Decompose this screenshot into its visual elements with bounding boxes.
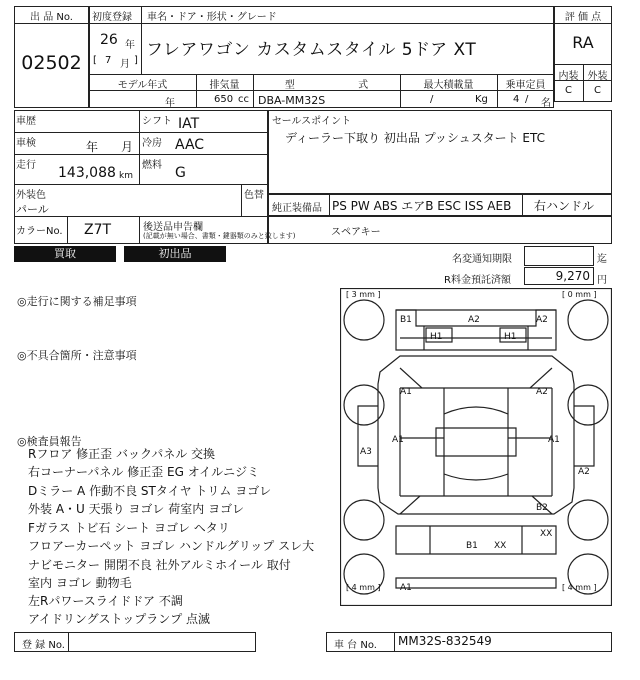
recycle-unit: 円 xyxy=(597,275,607,286)
corner-tr: [ 0 mm ] xyxy=(562,290,597,299)
mark-xx-right: XX xyxy=(540,529,553,539)
capacity-value: 4 xyxy=(513,94,520,105)
lot-number: 02502 xyxy=(21,52,82,74)
mileage-unit: km xyxy=(119,171,133,181)
mileage-value: 143,088 xyxy=(58,165,116,181)
displacement-label: 排気量 xyxy=(209,80,240,91)
interior-label: 内装 xyxy=(558,71,579,82)
report-line: 左Rパワースライドドア 不調 xyxy=(28,594,183,608)
mark-h1-left: H1 xyxy=(430,332,443,342)
mark-a2-top-right: A2 xyxy=(536,315,548,325)
mark-h1-right: H1 xyxy=(504,332,517,342)
mark-a1-right: A1 xyxy=(548,435,560,445)
aftermarket-label: 後送品申告欄 xyxy=(143,222,203,233)
report-line: Rフロア 修正歪 バックパネル 交換 xyxy=(28,447,216,461)
model-year-label: モデル年式 xyxy=(117,80,168,91)
mark-a1-fl: A1 xyxy=(400,387,412,397)
shift-value: IAT xyxy=(178,116,200,132)
capacity-sep: / xyxy=(525,94,529,105)
title-change-label: 名変通知期限 xyxy=(452,254,512,265)
recycle-value: 9,270 xyxy=(555,269,590,283)
mark-a3: A3 xyxy=(360,447,372,457)
tag-buyout: 買取 xyxy=(14,246,116,262)
max-load-label: 最大積載量 xyxy=(423,80,474,91)
rating-label: 評 価 点 xyxy=(564,12,602,23)
tag-first-listing: 初出品 xyxy=(124,246,226,262)
fuel-value: G xyxy=(175,165,186,181)
title-change-box xyxy=(524,246,594,266)
inspection-year-unit: 年 xyxy=(86,140,99,154)
first-reg-label: 初度登録 xyxy=(92,12,132,23)
exterior-color-label: 外装色 xyxy=(16,190,46,201)
report-line: Fガラス トビ石 シート ヨゴレ ヘタリ xyxy=(28,521,230,535)
equipment-label: 純正装備品 xyxy=(272,203,322,214)
mark-a1-left: A1 xyxy=(392,435,404,445)
inspection-label: 車検 xyxy=(16,138,36,149)
displacement-unit: cc xyxy=(238,94,249,105)
report-line: フロアーカーペット ヨゴレ ハンドルグリップ スレ大 xyxy=(28,539,315,553)
corner-bl: [ 4 mm ] xyxy=(346,583,381,592)
registration-label: 登 録 No. xyxy=(22,640,65,651)
mark-b2: B2 xyxy=(536,503,548,513)
report-line: 室内 ヨゴレ 動物毛 xyxy=(28,576,132,590)
model-year-unit: 年 xyxy=(165,98,175,109)
first-reg-year: 26 xyxy=(100,32,118,48)
max-load-unit: Kg xyxy=(475,94,488,105)
driving-notes-heading: ◎走行に関する補足事項 xyxy=(17,295,137,308)
car-name: フレアワゴン カスタムスタイル 5ドア XT xyxy=(146,40,477,60)
first-reg-year-unit: 年 xyxy=(125,40,135,51)
fuel-label: 燃料 xyxy=(142,160,162,171)
car-damage-diagram xyxy=(340,288,612,606)
recycle-label: R料金預託済額 xyxy=(444,275,511,286)
mark-b1-rear: B1 xyxy=(466,541,478,551)
report-line: Dミラー A 作動不良 STタイヤ トリム ヨゴレ xyxy=(28,484,272,498)
car-header: 車名・ドア・形状・グレード xyxy=(147,12,277,23)
ac-label: 冷房 xyxy=(142,138,162,149)
exterior-color-value: パール xyxy=(16,203,49,216)
report-line: 外装 A・U 天張り ヨゴレ 荷室内 ヨゴレ xyxy=(28,502,245,516)
displacement-value: 650 xyxy=(214,94,234,105)
repaint-label: 色替 xyxy=(244,190,264,201)
interior-value: C xyxy=(565,85,572,96)
report-line: 右コーナーパネル 修正歪 EG オイルニジミ xyxy=(28,465,260,479)
chassis-label: 車 台 No. xyxy=(334,640,377,651)
sales-point-text: ディーラー下取り 初出品 プッシュスタート ETC xyxy=(285,131,545,145)
mileage-label: 走行 xyxy=(16,160,36,171)
ac-value: AAC xyxy=(175,137,205,153)
mark-a1-rear: A1 xyxy=(400,583,412,593)
shift-label: シフト xyxy=(142,116,172,127)
max-load-sep: / xyxy=(430,94,434,105)
report-line: ナビモニター 開閉不良 社外アルミホイール 取付 xyxy=(28,558,291,572)
history-label: 車歴 xyxy=(16,116,36,127)
corner-tl: [ 3 mm ] xyxy=(346,290,381,299)
exterior-value: C xyxy=(594,85,601,96)
mark-a2-top: A2 xyxy=(468,315,480,325)
mark-a2-fr: A2 xyxy=(536,387,548,397)
equipment-value: PS PW ABS エアB ESC ISS AEB xyxy=(332,199,512,213)
lot-label: 出 品 No. xyxy=(30,12,73,23)
color-no-label: カラーNo. xyxy=(16,226,63,237)
chassis-value: MM32S-832549 xyxy=(398,634,492,648)
sales-point-label: セールスポイント xyxy=(272,116,352,127)
model-type-value: DBA-MM32S xyxy=(258,94,326,107)
mark-xx-rear: XX xyxy=(494,541,507,551)
first-reg-month: 7 xyxy=(105,55,112,66)
color-no-value: Z7T xyxy=(84,222,112,238)
defects-heading: ◎不具合箇所・注意事項 xyxy=(17,349,137,362)
aftermarket-value: スペアキー xyxy=(331,227,381,238)
inspector-heading: ◎検査員報告 xyxy=(17,435,82,448)
corner-br: [ 4 mm ] xyxy=(562,583,597,592)
steering-value: 右ハンドル xyxy=(534,199,595,213)
model-type-label: 型 式 xyxy=(284,80,369,91)
exterior-label: 外装 xyxy=(587,71,608,82)
aftermarket-value-box xyxy=(268,216,612,244)
title-change-unit: 迄 xyxy=(597,254,607,265)
inspection-month-unit: 月 xyxy=(121,140,134,154)
report-line: アイドリングストップランプ 点滅 xyxy=(28,612,211,626)
mark-b1-top: B1 xyxy=(400,315,412,325)
mark-a2-side: A2 xyxy=(578,467,590,477)
rating-value: RA xyxy=(572,33,594,52)
capacity-unit: 名 xyxy=(541,98,551,109)
aftermarket-note: (記載が無い場合、書類・鍵器類のみと致します) xyxy=(143,232,296,240)
capacity-label: 乗車定員 xyxy=(505,80,546,91)
first-reg-month-unit: 月 xyxy=(120,59,130,70)
